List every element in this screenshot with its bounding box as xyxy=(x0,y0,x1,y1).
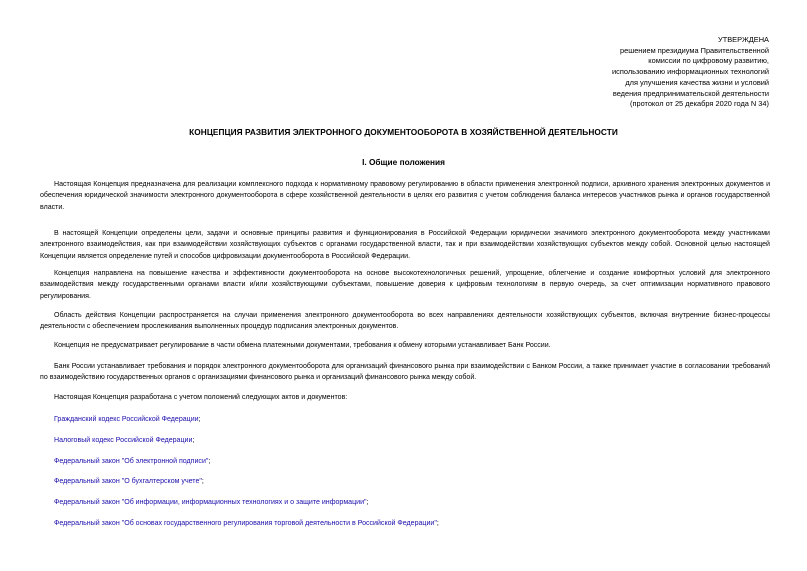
act-link[interactable]: Налоговый кодекс Российской Федерации xyxy=(54,437,193,444)
act-punctuation: ; xyxy=(198,416,201,423)
approval-line: использованию информационных технологий xyxy=(612,67,769,77)
approval-line: (протокол от 25 декабря 2020 года N 34) xyxy=(630,99,769,109)
section-title: I. Общие положения xyxy=(362,157,445,167)
paragraph: Концепция направлена на повышение качества и эффективности документооборота на основе высокотехнологичных решений, упрощение, облегчение и создание комфортных условий для электронного взаимодействия между государственными органами власти и/или хозяйствующими субъектами, повышение доверия к цифровым технологиям в первую очередь, за счет оптимизации нормативного правового регулирования. xyxy=(40,270,770,300)
approval-line: УТВЕРЖДЕНА xyxy=(718,35,769,44)
paragraph: Банк России устанавливает требования и порядок электронного документооборота для организаций финансового рынка при взаимодействии с Банком России, а также принимает участие в согласовании требований по взаимодействию государственных органов с организациями финансового рынка и организаций финансового рынка между собой. xyxy=(40,363,770,382)
act-list-item[interactable] xyxy=(54,435,194,446)
approval-block xyxy=(612,35,769,110)
act-link[interactable]: Гражданский кодекс Российской Федерации xyxy=(54,416,199,423)
act-punctuation: ; xyxy=(366,499,369,506)
approval-line: для улучшения качества жизни и условий xyxy=(625,77,769,87)
act-punctuation: ; xyxy=(436,520,439,527)
paragraph: Концепция не предусматривает регулирование в части обмена платежными документами, требования к обмену которыми устанавливает Банк России. xyxy=(54,342,551,349)
act-link[interactable]: Федеральный закон "Об электронной подписи" xyxy=(54,458,209,465)
act-punctuation: ; xyxy=(201,478,204,485)
approval-line: решением президиума Правительственной xyxy=(620,45,769,55)
act-list-item[interactable] xyxy=(54,456,210,467)
approval-line: комиссии по цифровому развитию, xyxy=(648,56,769,66)
paragraph: Настоящая Концепция разработана с учетом положений следующих актов и документов: xyxy=(54,394,348,401)
act-list-item[interactable] xyxy=(54,414,201,425)
approval-line: ведения предпринимательской деятельности xyxy=(612,88,769,98)
act-list-item[interactable] xyxy=(54,476,204,487)
act-punctuation: ; xyxy=(192,437,195,444)
act-list-item[interactable] xyxy=(54,518,439,529)
act-link[interactable]: Федеральный закон "Об информации, информационных технологиях и о защите информации" xyxy=(54,499,367,506)
act-link[interactable]: Федеральный закон "О бухгалтерском учете" xyxy=(54,478,202,485)
act-punctuation: ; xyxy=(208,458,211,465)
act-list-item[interactable] xyxy=(54,497,368,508)
paragraph: Область действия Концепции распространяется на случаи применения электронного документооборота во всех направлениях деятельности хозяйствующих субъектов, включая внутренние бизнес-процессы деятельности с обеспечением прослеживания выполненных процедур подписания электронных документов. xyxy=(40,312,770,331)
paragraph: Настоящая Концепция предназначена для реализации комплексного подхода к нормативному правовому регулированию в области применения электронной подписи, архивного хранения электронных документов и обеспечения юридической значимости электронного документооборота в сфере хозяйственной деятельности в целях его развития с учетом соблюдения баланса интересов участников рынка и органов государственной власти. xyxy=(40,181,770,211)
paragraph: В настоящей Концепции определены цели, задачи и основные принципы развития и функционирования в Российской Федерации юридически значимого электронного документооборота между участниками электронного взаимодействия, как при взаимодействии хозяйствующих субъектов с органами государственной власти, так и при взаимодействии хозяйствующих субъектов между собой. Основной целью настоящей Концепции является определение путей и способов цифровизации документооборота в Российской Федерации. xyxy=(40,230,770,260)
act-link[interactable]: Федеральный закон "Об основах государственного регулирования торговой деятельности в Российской Федерации" xyxy=(54,520,437,527)
document-title: КОНЦЕПЦИЯ РАЗВИТИЯ ЭЛЕКТРОННОГО ДОКУМЕНТООБОРОТА В ХОЗЯЙСТВЕННОЙ ДЕЯТЕЛЬНОСТИ xyxy=(189,127,618,137)
